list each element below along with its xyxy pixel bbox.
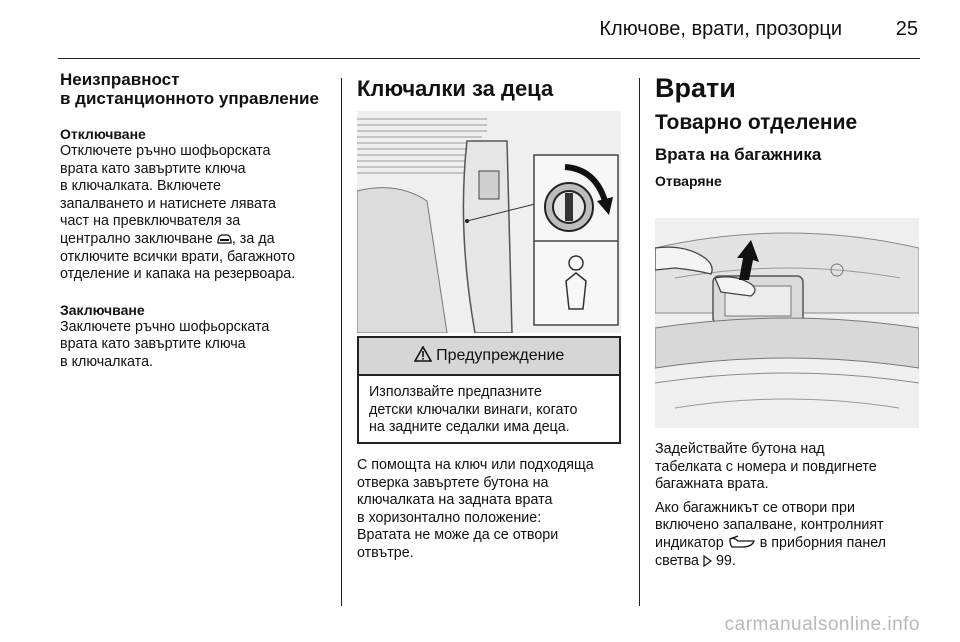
open-tailgate-indicator-icon (728, 535, 756, 549)
column-2 (357, 70, 623, 102)
tailgate-drawing (655, 218, 919, 428)
page-number: 25 (895, 18, 918, 40)
warning-header (359, 338, 619, 376)
column-1 (60, 70, 328, 372)
header-title: Ключове, врати, прозорци (599, 18, 842, 40)
tailgate-illustration (655, 218, 919, 428)
open-title: Отваряне (655, 173, 722, 189)
warning-box (357, 336, 621, 444)
warning-text: Използвайте предпазните детски ключалки винаги, когато на задните седалки има деца. (369, 384, 578, 436)
child-lock-body: С помощта на ключ или подходяща отверка завъртете бутона на ключалката на задната врата в хоризонтално положение: Вратата не може да се отвори отвътре. (357, 457, 594, 561)
tailgate-para-2: Ако багажникът се отвори при включено запалване, контролният индикатор в приборния панел светва 99. (655, 499, 887, 569)
warning-title: Предупреждение (436, 347, 565, 364)
page-header (0, 0, 960, 60)
tailgate-text (655, 441, 925, 570)
lock-text: Заключете ръчно шофьорската врата като завъртите ключа в ключалката. (60, 318, 270, 370)
unlock-title: Отключване (60, 126, 146, 142)
tailgate-heading: Врата на багажника (655, 145, 822, 164)
doors-heading: Врати (655, 73, 736, 103)
column-3 (655, 72, 921, 190)
tailgate-para-1: Задействайте бутона над табелката с номера и повдигнете багажната врата. (655, 441, 877, 493)
section-heading: Неизправност в дистанционното управление (60, 70, 319, 108)
watermark: carmanualsonline.info (724, 614, 920, 635)
header-rule (58, 58, 920, 59)
unlock-car-icon (217, 232, 232, 245)
column-divider-1 (341, 78, 342, 606)
page-reference-icon (703, 555, 712, 567)
child-locks-heading: Ключалки за деца (357, 76, 554, 101)
unlock-text: Отключете ръчно шофьорската врата като завъртите ключа в ключалката. Включете запалването и натиснете лявата част на превключвателя за централно заключване , за да отключите всички врати, багажното отделение и капака на резервоара. (60, 143, 296, 283)
door-drawing (357, 111, 621, 333)
child-lock-illustration (357, 111, 621, 333)
cargo-heading: Товарно отделение (655, 111, 858, 134)
warning-triangle-icon (414, 346, 432, 362)
column-divider-2 (639, 78, 640, 606)
lock-title: Заключване (60, 301, 145, 318)
